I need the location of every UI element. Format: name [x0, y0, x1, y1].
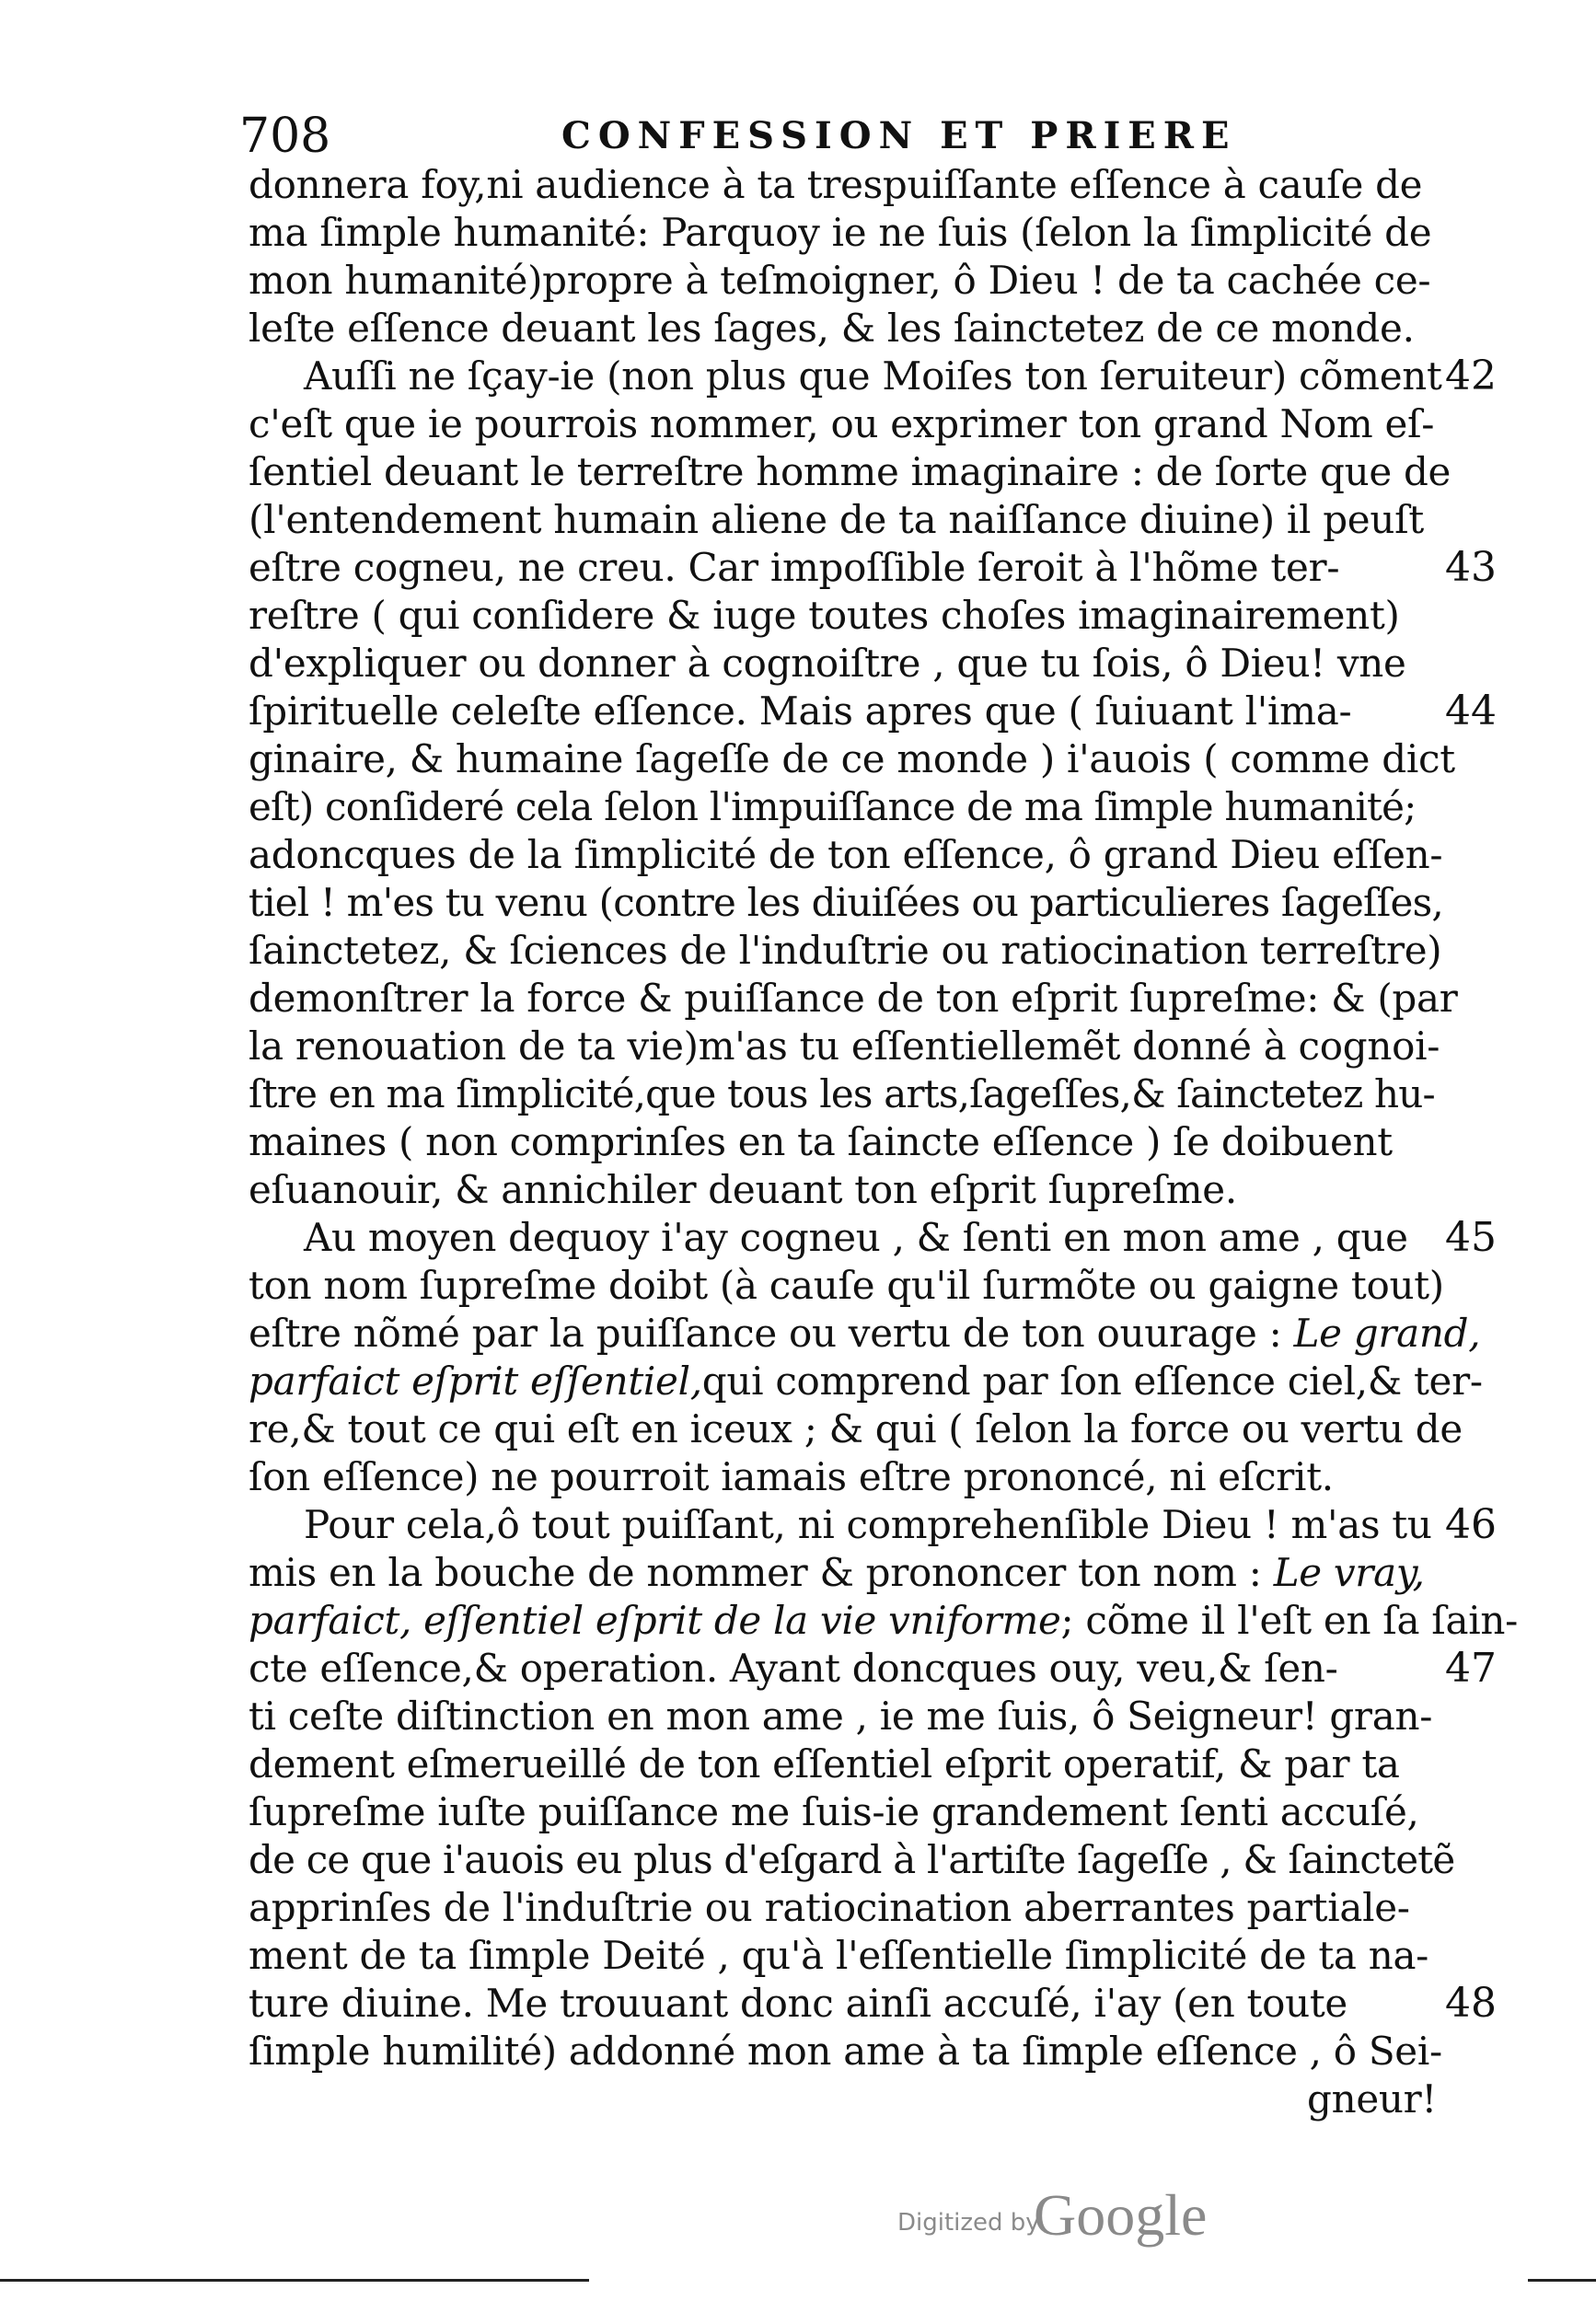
- text-line: ginaire, & humaine ſageſſe de ce monde ) i'auois ( comme dict: [249, 736, 1455, 781]
- verse-number: 46: [1445, 1501, 1497, 1548]
- scan-edge-line: [0, 2279, 589, 2282]
- text-line: ſentiel deuant le terreſtre homme imaginaire : de ſorte que de: [249, 449, 1451, 494]
- text-line: [249, 1597, 1518, 1645]
- verse-number: 42: [1445, 353, 1497, 399]
- text-line: mon humanité)propre à teſmoigner, ô Dieu ! de ta cachée ce-: [249, 258, 1431, 303]
- text-line: reſtre ( qui conſidere & iuge toutes choſes imaginairement): [249, 593, 1400, 638]
- text-segment: mis en la bouche de nommer & prononcer ton nom :: [249, 1550, 1262, 1595]
- text-line: ſon eſſence) ne pourroit iamais eſtre prononcé, ni eſcrit.: [249, 1454, 1334, 1499]
- text-line: [249, 1310, 1480, 1358]
- text-line: maines ( non comprinſes en ta ſaincte eſſence ) ſe doibuent: [249, 1119, 1393, 1164]
- digitized-watermark: [897, 2181, 1229, 2255]
- text-line: ti ceſte diſtinction en mon ame , ie me ſuis, ô Seigneur! gran-: [249, 1694, 1433, 1739]
- catchword: gneur!: [1307, 2076, 1437, 2122]
- italic-phrase: parfaict eſprit eſſentiel,: [249, 1359, 702, 1404]
- text-line: ment de ta ſimple Deité , qu'à l'eſſentielle ſimplicité de ta na-: [249, 1933, 1429, 1978]
- text-line: [249, 1549, 1425, 1597]
- text-line: ſupreſme iuſte puiſſance me ſuis-ie grandement ſenti accuſé,: [249, 1789, 1419, 1834]
- italic-phrase: Le vray,: [1273, 1550, 1425, 1595]
- text-line: donnera foy,ni audience à ta trespuiſſante eſſence à cauſe de: [249, 162, 1423, 207]
- text-segment: ; cõme il l'eſt en ſa ſain-: [1060, 1598, 1519, 1643]
- text-line: tiel ! m'es tu venu (contre les diuiſées ou particulieres ſageſſes,: [249, 880, 1443, 925]
- text-line: Pour cela,ô tout puiſſant, ni comprehenſible Dieu ! m'as tu: [304, 1502, 1432, 1547]
- text-line: ma ſimple humanité: Parquoy ie ne ſuis (ſelon la ſimplicité de: [249, 210, 1432, 255]
- text-line: Au moyen dequoy i'ay cogneu , & ſenti en mon ame , que: [304, 1215, 1408, 1260]
- verse-number: 48: [1445, 1980, 1497, 2027]
- verse-number: 45: [1445, 1214, 1497, 1261]
- italic-phrase: parfaict, eſſentiel eſprit de la vie vniforme: [249, 1598, 1061, 1643]
- text-line: eſuanouir, & annichiler deuant ton eſprit ſupreſme.: [249, 1167, 1237, 1212]
- text-line: d'expliquer ou donner à cognoiſtre , que tu ſois, ô Dieu! vne: [249, 641, 1406, 686]
- text-line: c'eſt que ie pourrois nommer, ou exprimer ton grand Nom eſ-: [249, 401, 1435, 446]
- text-segment: qui comprend par ſon eſſence ciel,& ter-: [701, 1359, 1483, 1404]
- text-line: leſte eſſence deuant les ſages, & les ſainctetez de ce monde.: [249, 306, 1415, 351]
- text-line: cte eſſence,& operation. Ayant doncques ouy, veu,& ſen-: [249, 1646, 1338, 1691]
- text-line: ture diuine. Me trouuant donc ainſi accuſé, i'ay (en toute: [249, 1981, 1347, 2026]
- italic-phrase: Le grand,: [1293, 1311, 1481, 1356]
- text-line: demonſtrer la force & puiſſance de ton eſprit ſupreſme: & (par: [249, 976, 1458, 1021]
- text-segment: eſtre nõmé par la puiſſance ou vertu de ton ouurage :: [249, 1311, 1282, 1356]
- text-line: de ce que i'auois eu plus d'eſgard à l'artiſte ſageſſe , & ſainctetẽ: [249, 1837, 1455, 1882]
- scan-edge-line: [1528, 2279, 1596, 2282]
- running-title: CONFESSION ET PRIERE: [561, 114, 1237, 157]
- page-header: [239, 109, 1237, 164]
- text-line: apprinſes de l'induſtrie ou ratiocination aberrantes partiale-: [249, 1885, 1410, 1930]
- text-line: ſimple humilité) addonné mon ame à ta ſimple eſſence , ô Sei-: [249, 2029, 1442, 2074]
- google-logo: Google: [1034, 2182, 1208, 2248]
- text-line: ſpirituelle celeſte eſſence. Mais apres que ( ſuiuant l'ima-: [249, 688, 1352, 734]
- text-line: [249, 1358, 1483, 1405]
- text-line: ſtre en ma ſimplicité,que tous les arts,ſageſſes,& ſainctetez hu-: [249, 1071, 1435, 1116]
- text-line: ton nom ſupreſme doibt (à cauſe qu'il ſurmõte ou gaigne tout): [249, 1263, 1444, 1308]
- digitized-label: Digitized by: [897, 2209, 1040, 2237]
- verse-number: 44: [1445, 688, 1497, 734]
- text-line: adoncques de la ſimplicité de ton eſſence, ô grand Dieu eſſen-: [249, 832, 1443, 877]
- text-line: la renouation de ta vie)m'as tu eſſentiellemẽt donné à cognoi-: [249, 1023, 1440, 1069]
- verse-number: 47: [1445, 1645, 1497, 1692]
- text-line: ſainctetez, & ſciences de l'induſtrie ou ratiocination terreſtre): [249, 928, 1442, 973]
- text-line: (l'entendement humain aliene de ta naiſſance diuine) il peuſt: [249, 497, 1424, 542]
- text-line: dement eſmerueillé de ton eſſentiel eſprit operatif, & par ta: [249, 1741, 1400, 1786]
- verse-number: 43: [1445, 544, 1497, 591]
- text-line: eſtre cogneu, ne creu. Car impoſſible ſeroit à l'hõme ter-: [249, 545, 1340, 590]
- text-line: eſt) conſideré cela ſelon l'impuiſſance de ma ſimple humanité;: [249, 784, 1417, 829]
- text-line: Auſſi ne ſçay-ie (non plus que Moiſes ton ſeruiteur) cõment: [304, 353, 1442, 399]
- text-line: re,& tout ce qui eſt en iceux ; & qui ( ſelon la force ou vertu de: [249, 1406, 1463, 1451]
- page-number: 708: [239, 109, 331, 164]
